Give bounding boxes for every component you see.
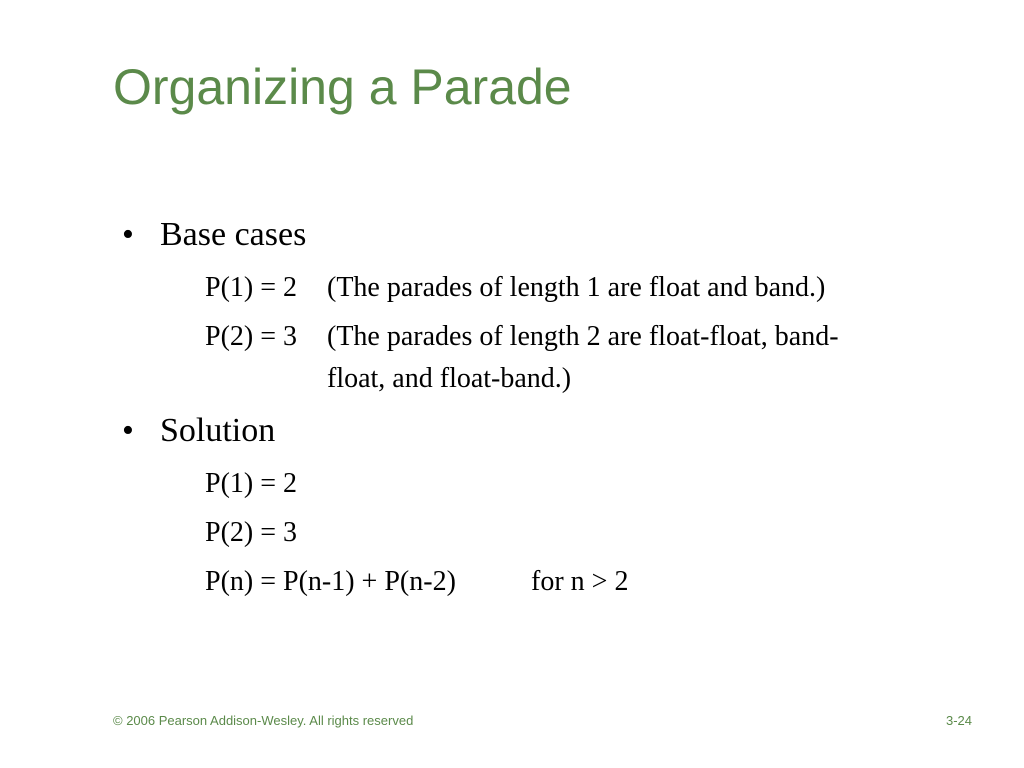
base-case-line-2 bbox=[205, 321, 839, 353]
bullet-base-cases bbox=[122, 216, 306, 254]
slide-title: Organizing a Parade bbox=[113, 59, 572, 115]
base-case-line-1 bbox=[205, 272, 826, 304]
formula: P(1) = 2 bbox=[205, 468, 298, 499]
footer-page-number: 3-24 bbox=[945, 713, 972, 728]
explanation: (The parades of length 1 are float and band.) bbox=[327, 272, 826, 303]
explanation: (The parades of length 2 are float-float, band- bbox=[327, 321, 839, 352]
formula: P(1) = 2 bbox=[205, 272, 298, 303]
bullet-label: Solution bbox=[160, 412, 276, 449]
formula: P(2) = 3 bbox=[205, 321, 298, 352]
condition: for n > 2 bbox=[531, 566, 629, 597]
footer-copyright: © 2006 Pearson Addison-Wesley. All rights reserved bbox=[113, 713, 414, 728]
bullet-icon: • bbox=[122, 412, 134, 449]
bullet-solution bbox=[122, 412, 275, 450]
solution-line-3 bbox=[205, 566, 629, 598]
solution-line-1 bbox=[205, 468, 297, 500]
explanation-continued: float, and float-band.) bbox=[327, 363, 572, 394]
bullet-icon: • bbox=[122, 216, 134, 253]
solution-line-2 bbox=[205, 517, 297, 549]
formula: P(n) = P(n-1) + P(n-2) bbox=[205, 566, 456, 597]
formula: P(2) = 3 bbox=[205, 517, 298, 548]
bullet-label: Base cases bbox=[160, 216, 307, 253]
